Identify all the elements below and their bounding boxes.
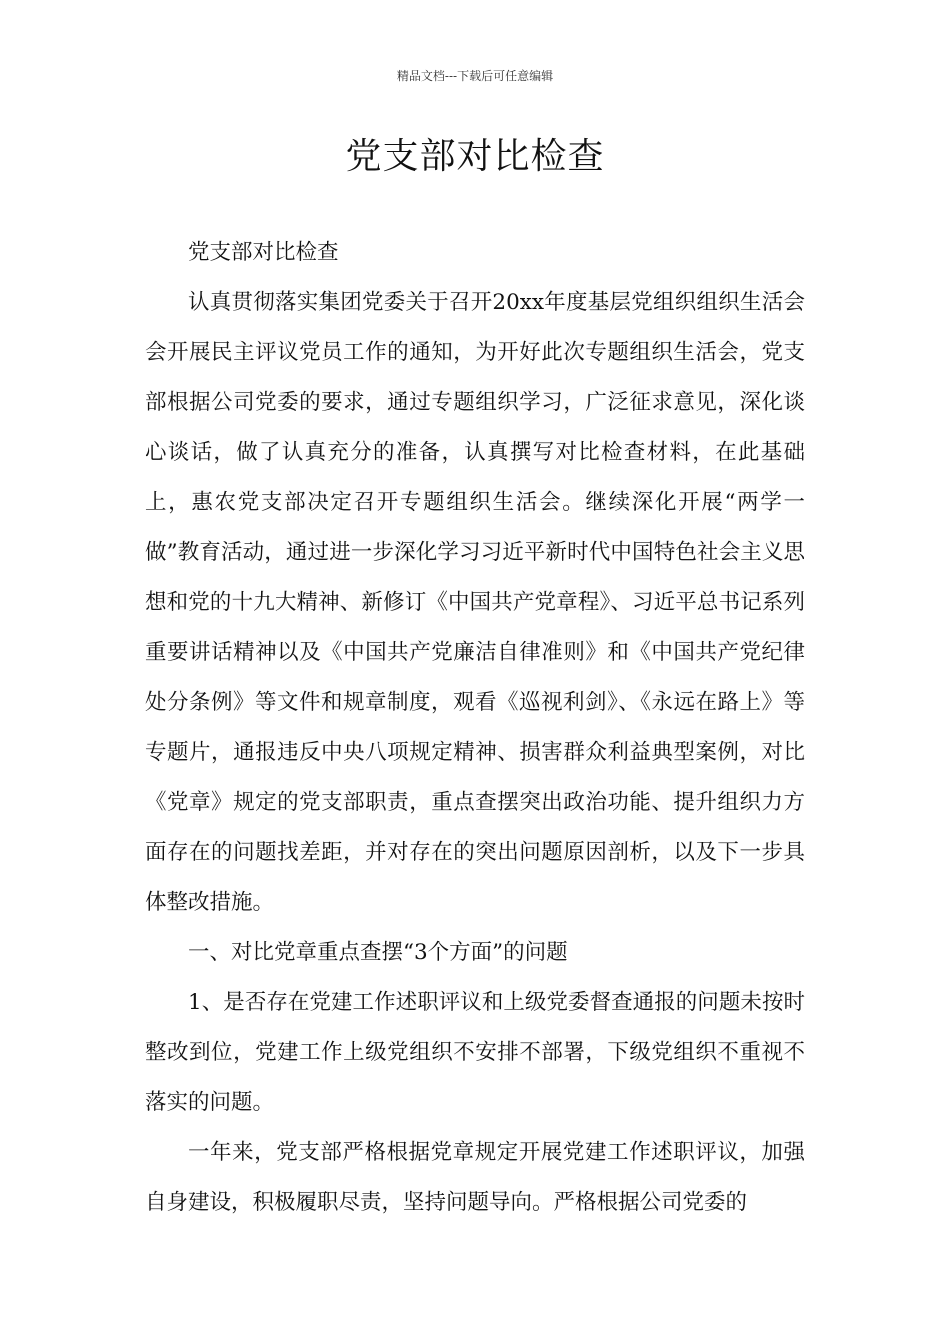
- paragraph-response: 一年来，党支部严格根据党章规定开展党建工作述职评议，加强自身建设，积极履职尽责，坚持问题导向。严格根据公司党委的: [145, 1140, 805, 1215]
- paragraph-subtitle: 党支部对比检查: [188, 240, 339, 265]
- section-heading: 一、对比党章重点查摆“3个方面”的问题: [188, 940, 568, 965]
- paragraph-intro: 认真贯彻落实集团党委关于召开20xx年度基层党组织组织生活会会开展民主评议党员工作的通知，为开好此次专题组织生活会，党支部根据公司党委的要求，通过专题组织学习，广泛征求意见，深化谈心谈话，做了认真充分的准备，认真撰写对比检查材料，在此基础上，惠农党支部决定召开专题组织生活会。继续深化开展“两学一做”教育活动，通过进一步深化学习习近平新时代中国特色社会主义思想和党的十九大精神、新修订《中国共产党章程》、习近平总书记系列重要讲话精神以及《中国共产党廉洁自律准则》和《中国共产党纪律处分条例》等文件和规章制度，观看《巡视利剑》、《永远在路上》等专题片，通报违反中央八项规定精神、损害群众利益典型案例，对比《党章》规定的党支部职责，重点查摆突出政治功能、提升组织力方面存在的问题找差距，并对存在的突出问题原因剖析，以及下一步具体整改措施。: [145, 290, 805, 915]
- document-title: 党支部对比检查: [345, 136, 605, 177]
- document-body: [145, 228, 805, 1228]
- page-header: 精品文档---下载后可任意编辑: [396, 69, 554, 83]
- paragraph-item-1: 1、是否存在党建工作述职评议和上级党委督查通报的问题未按时整改到位，党建工作上级党组织不安排不部署，下级党组织不重视不落实的问题。: [145, 990, 805, 1115]
